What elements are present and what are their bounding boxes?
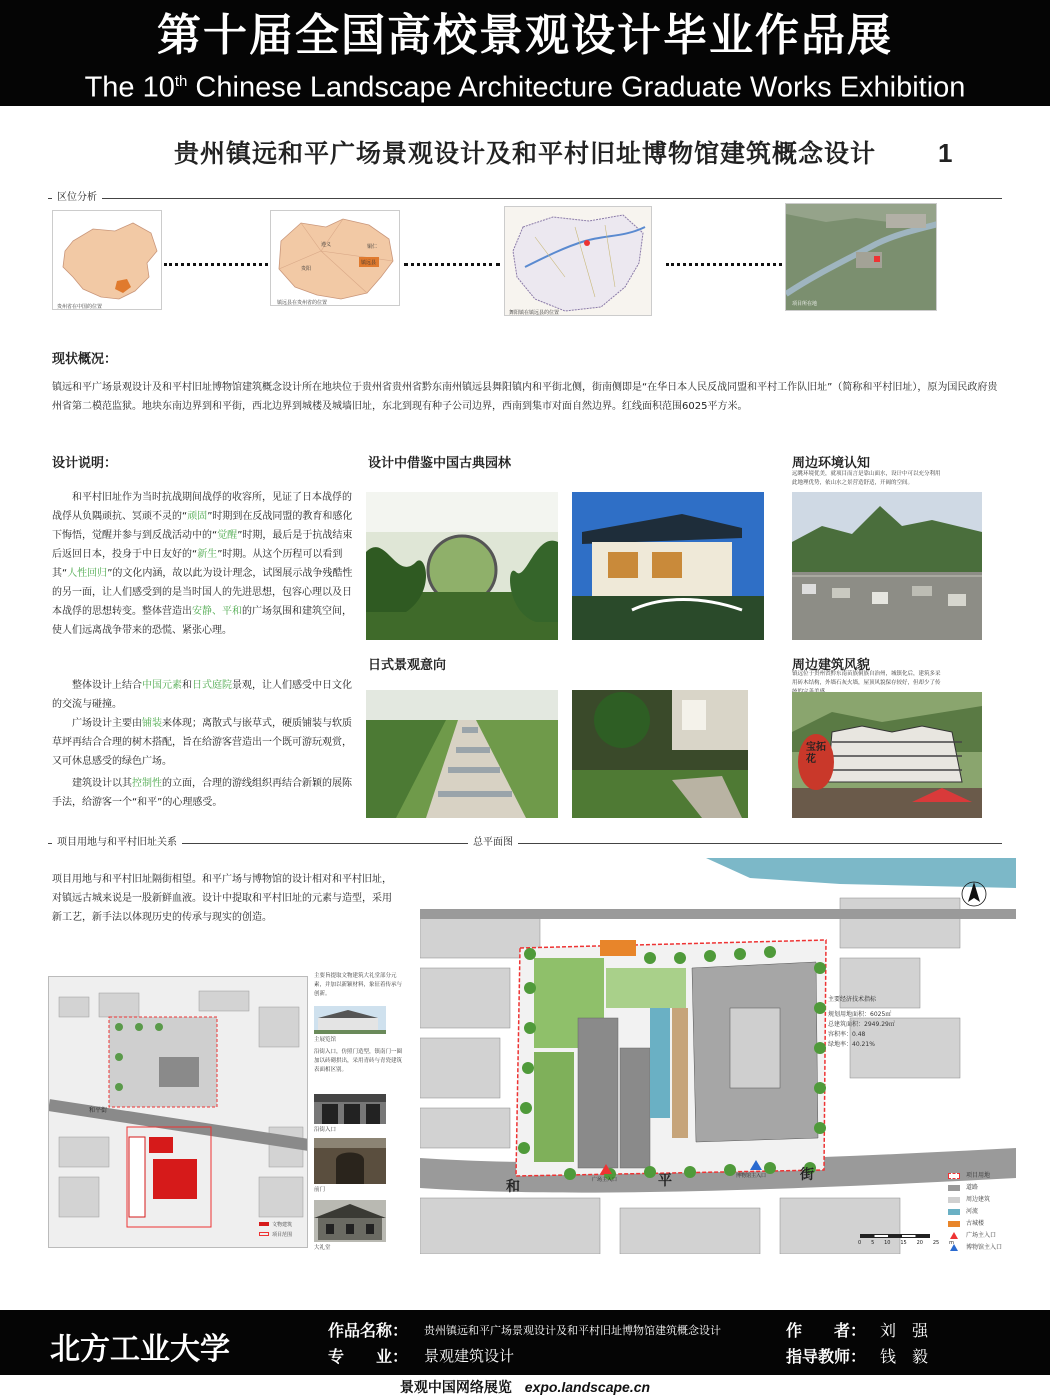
status-text: 镇远和平广场景观设计及和平村旧址博物馆建筑概念设计所在地块位于贵州省贵州省黔东南州镇远县舞阳镇内和平街北侧，街南侧即是“在华日本人民反战同盟和平村工作队旧址”（简称和平村旧址），原为国民政府贵州省第二模范监狱。地块东南边界到和平街，西北边界到城楼及城墙旧址，东北到现有种子公司边界，西南到集市对面自然边界。红线面积范围6025平方米。 bbox=[52, 382, 998, 412]
relation-map-shape bbox=[49, 977, 308, 1248]
chinese-garden-heading: 设计中借鉴中国古典园林 bbox=[368, 456, 512, 471]
county-map-shape bbox=[505, 207, 652, 316]
legend-item bbox=[948, 1220, 1018, 1232]
indicator-label: 绿地率： bbox=[828, 1041, 853, 1048]
entrance-image bbox=[314, 1094, 386, 1124]
indicator-row bbox=[828, 1040, 895, 1050]
legend-label: 周边建筑 bbox=[966, 1196, 991, 1203]
guizhou-map-shape bbox=[271, 211, 400, 306]
highlight-text: 顽固 bbox=[187, 511, 208, 522]
scale-tick: 5 bbox=[871, 1240, 875, 1246]
advisor-label: 指导教师： bbox=[786, 1347, 867, 1366]
design-paragraph-4 bbox=[52, 774, 354, 812]
legend-swatch bbox=[948, 1209, 960, 1215]
highlight-text: 安静、平和 bbox=[192, 606, 242, 617]
legend-label: 广场主入口 bbox=[966, 1232, 997, 1239]
highlight-text: 日式庭院 bbox=[192, 680, 232, 691]
relation-site-map bbox=[48, 976, 308, 1248]
city-label: 铜仁 bbox=[367, 244, 378, 250]
relation-text: 项目用地与和平村旧址隔街相望。和平广场与博物馆的设计相对和平村旧址，对镇远古城来说是一股新鲜血液。设计中提取和平村旧址的元素与造型，采用新工艺，新手法以体现历史的传承与现实的创造。 bbox=[52, 874, 392, 923]
street-char: 街 bbox=[800, 1167, 814, 1183]
legend-item bbox=[948, 1196, 1018, 1208]
lantern-text: 宝拓花 bbox=[806, 742, 826, 765]
work-label: 作品名称： bbox=[328, 1321, 409, 1340]
text-run: 景观，让人们感受中日文化的交流与碰撞。 bbox=[52, 680, 352, 710]
street-entrance-photo bbox=[314, 1094, 386, 1124]
expo-url[interactable]: expo.landscape.cn bbox=[524, 1379, 651, 1395]
legend-item bbox=[948, 1184, 1018, 1196]
legend-triangle-icon bbox=[950, 1232, 958, 1239]
title-en-sup: th bbox=[174, 73, 188, 90]
indicator-row bbox=[828, 1020, 895, 1030]
entrance-square-label: 广场主入口 bbox=[592, 1177, 618, 1183]
legend-label: 道路 bbox=[966, 1184, 979, 1191]
text-run: 建筑设计以其 bbox=[72, 778, 132, 789]
city-label: 镇远县 bbox=[361, 260, 377, 266]
exhibition-header bbox=[0, 0, 1050, 106]
city-label: 遵义 bbox=[321, 242, 332, 248]
indicator-row bbox=[828, 1030, 895, 1040]
highlight-text: 觉醒 bbox=[217, 530, 238, 541]
indicator-label: 容积率： bbox=[828, 1031, 853, 1038]
text-run: 和 bbox=[182, 680, 192, 691]
master-plan-legend bbox=[948, 1172, 1018, 1256]
text-run: ”时期，最后是于抗战结束后返回日本，投身于中日友好的“ bbox=[52, 530, 353, 560]
school-name: 北方工业大学 bbox=[50, 1332, 230, 1367]
legend-scope-label: 项目范围 bbox=[272, 1232, 293, 1238]
architecture-photo bbox=[792, 692, 982, 818]
highlight-text: 人性回归 bbox=[67, 568, 108, 579]
indicators-title: 主要经济技术指标 bbox=[828, 996, 877, 1003]
indicator-label: 规划用地面积： bbox=[828, 1011, 871, 1018]
legend-label: 博物馆主入口 bbox=[966, 1244, 1003, 1251]
guizhou-map bbox=[270, 210, 400, 306]
city-label: 贵阳 bbox=[301, 266, 312, 272]
auditorium-photo bbox=[314, 1200, 386, 1242]
scale-tick: 25 bbox=[932, 1240, 940, 1246]
exhibition-hall-photo bbox=[314, 1006, 386, 1034]
auditorium-image bbox=[314, 1200, 386, 1242]
pavilion-image bbox=[572, 492, 764, 640]
town-landscape-image bbox=[792, 492, 982, 640]
entrance-museum-label: 博物馆主入口 bbox=[736, 1173, 767, 1179]
japanese-garden-photo bbox=[572, 690, 748, 818]
master-plan bbox=[420, 858, 1016, 1254]
legend-swatch bbox=[948, 1173, 960, 1179]
major-value: 景观建筑设计 bbox=[424, 1347, 515, 1365]
china-map-shape bbox=[53, 211, 162, 310]
advisor-value: 钱 毅 bbox=[880, 1347, 929, 1366]
section-label-relation: 项目用地与和平村旧址关系 bbox=[52, 837, 182, 849]
street-char: 和 bbox=[506, 1179, 520, 1195]
scale-tick: 20 bbox=[916, 1240, 923, 1246]
relation-label-1: 主展览馆 bbox=[314, 1037, 337, 1043]
section-rule bbox=[48, 198, 1002, 199]
page-number: 1 bbox=[938, 138, 953, 168]
map-caption: 项目所在地 bbox=[792, 301, 818, 307]
indicator-value: 0.48 bbox=[852, 1031, 866, 1038]
text-run: 的立面，合理的游线组织再结合新颖的展陈手法，给游客一个“和平”的心理感受。 bbox=[52, 778, 352, 808]
scale-ticks bbox=[858, 1240, 954, 1246]
author-label: 作 者： bbox=[786, 1321, 867, 1340]
front-gate-photo bbox=[314, 1138, 386, 1184]
author-value: 刘 强 bbox=[880, 1321, 929, 1340]
scale-tick: 0 bbox=[858, 1240, 862, 1246]
work-name: 贵州镇远和平广场景观设计及和平村旧址博物馆建筑概念设计 bbox=[424, 1324, 721, 1337]
street-label: 和平街 bbox=[89, 1107, 108, 1114]
section-rule bbox=[48, 843, 1002, 844]
highlight-text: 新生 bbox=[197, 549, 218, 560]
footer bbox=[0, 1310, 1050, 1375]
design-heading: 设计说明： bbox=[52, 456, 118, 471]
scale-tick: 10 bbox=[884, 1240, 891, 1246]
relation-label-2: 沿街入口 bbox=[314, 1127, 337, 1133]
legend-item bbox=[948, 1244, 1018, 1256]
title-en-part: Chinese Landscape Architecture Graduate Works Exhibition bbox=[187, 71, 966, 104]
map-connector bbox=[666, 263, 782, 266]
county-map bbox=[504, 206, 652, 316]
map-caption: 贵州省在中国的位置 bbox=[57, 304, 103, 310]
highlight-text: 中国元素 bbox=[142, 680, 182, 691]
indicator-label: 总建筑面积： bbox=[828, 1021, 865, 1028]
architecture-heading: 周边建筑风貌 bbox=[792, 658, 871, 673]
section-label-location: 区位分析 bbox=[52, 192, 102, 204]
legend-heritage bbox=[259, 1221, 292, 1228]
indicator-value: 6025㎡ bbox=[870, 1011, 892, 1018]
legend-label: 项目用地 bbox=[966, 1172, 991, 1179]
text-run: 整体设计上结合 bbox=[72, 680, 142, 691]
scale-unit: m bbox=[949, 1240, 954, 1246]
highlight-text: 铺装 bbox=[142, 718, 162, 729]
text-run: 和平村旧址作为当时抗战期间战俘的收容所，见证了日本战俘的战俘从负隅顽抗、冥顽不灵的“ bbox=[52, 492, 352, 522]
stone-path-image bbox=[366, 690, 558, 818]
pavilion-photo bbox=[572, 492, 764, 640]
expo-banner bbox=[0, 1375, 1050, 1400]
hall-render-image bbox=[314, 1006, 386, 1034]
street-char: 平 bbox=[658, 1173, 672, 1189]
text-run: 广场设计主要由 bbox=[72, 718, 142, 729]
text-run: ”的文化内涵，故以此为设计理念，试图展示战争残酷性的另一面，让人们感受到的是当时国人的先进思想，包容心理以及日本战俘的思想转变。整体营造出 bbox=[52, 568, 353, 617]
legend-item bbox=[948, 1172, 1018, 1184]
title-en-part: The 10 bbox=[84, 71, 175, 104]
chinese-garden-photo bbox=[366, 492, 558, 640]
legend-swatch bbox=[948, 1185, 960, 1191]
relation-label-3: 前门 bbox=[314, 1187, 326, 1193]
exhibition-title-cn: 第十届全国高校景观设计毕业作品展 bbox=[157, 10, 893, 61]
environment-heading: 周边环境认知 bbox=[792, 456, 871, 471]
map-caption: 镇远县在贵州省的位置 bbox=[277, 300, 328, 306]
relation-label-4: 大礼堂 bbox=[314, 1245, 331, 1251]
japanese-heading: 日式景观意向 bbox=[368, 658, 447, 673]
text-run: 来体现；离散式与嵌草式，硬质铺装与软质草坪再结合合理的树木搭配，旨在给游客营造出一个既可游玩观赏，又可休息感受的绿色广场。 bbox=[52, 718, 352, 767]
environment-photo bbox=[792, 492, 982, 640]
highlight-text: 控制性 bbox=[132, 778, 162, 789]
legend-item bbox=[948, 1208, 1018, 1220]
map-caption: 舞阳镇在镇远县的位置 bbox=[509, 310, 560, 316]
legend-heritage-label: 文物建筑 bbox=[272, 1222, 293, 1228]
text-run: 的广场氛围和建筑空间，使人们远离战争带来的恐慌、紧张心理。 bbox=[52, 606, 352, 636]
map-connector bbox=[404, 263, 500, 266]
relation-note-1: 主要旨提取文物建筑大礼堂部分元素，并加以新颖材料，象征着传承与创新。 bbox=[314, 973, 403, 997]
zen-garden-image bbox=[572, 690, 748, 818]
section-label-master-plan: 总平面图 bbox=[468, 837, 518, 849]
satellite-shape bbox=[786, 204, 937, 311]
environment-text: 远眺环境优美，就项目而言是靠山面水，设计中可以充分利用此地理优势，依山水之景营造舒适，开阔的空间。 bbox=[792, 471, 941, 486]
china-map bbox=[52, 210, 162, 310]
indicators-list bbox=[828, 1010, 895, 1050]
scale-tick: 15 bbox=[900, 1240, 907, 1246]
indicator-value: 40.21% bbox=[852, 1041, 875, 1048]
architecture-text: 镇远位于贵州省黔东南苗族侗族自治州，城镇化后，建筑多采用砖木结构，外墙石灰火墙，屋顶风貌保存较好，但却少了传 bbox=[792, 671, 941, 686]
design-paragraph-3 bbox=[52, 714, 354, 771]
scale-bar bbox=[860, 1234, 930, 1238]
site-satellite-map bbox=[785, 203, 937, 311]
legend-triangle-icon bbox=[950, 1244, 958, 1251]
indicator-value: 2949.29㎡ bbox=[864, 1021, 895, 1028]
legend-swatch bbox=[948, 1197, 960, 1203]
design-paragraph-1 bbox=[52, 488, 354, 640]
text-run: ”时期到在反战同盟的教育和感化下悔悟，觉醒并参与到反战活动中的“ bbox=[52, 511, 353, 541]
exhibition-title-en bbox=[0, 64, 1050, 106]
map-connector bbox=[164, 263, 268, 266]
expo-name: 景观中国网络展览 bbox=[399, 1380, 512, 1396]
legend-swatch bbox=[948, 1221, 960, 1227]
text-run: ”时期。从这个历程可以看到其“ bbox=[52, 549, 343, 579]
legend-label: 古城楼 bbox=[966, 1220, 985, 1227]
legend-scope bbox=[259, 1231, 292, 1238]
legend-item bbox=[948, 1232, 1018, 1244]
gate-image bbox=[314, 1138, 386, 1184]
moon-gate-image bbox=[366, 492, 558, 640]
relation-note-2: 沿街入口，仿照门造型，镇南门一圈加以砖砌拱出，采用青砖与青瓷建筑表面相区别。 bbox=[314, 1049, 403, 1073]
legend-label: 河流 bbox=[966, 1208, 979, 1215]
project-title: 贵州镇远和平广场景观设计及和平村旧址博物馆建筑概念设计 bbox=[173, 139, 876, 168]
major-label: 专 业： bbox=[328, 1347, 409, 1366]
design-paragraph-2 bbox=[52, 676, 354, 714]
japanese-path-photo bbox=[366, 690, 558, 818]
status-heading: 现状概况： bbox=[52, 352, 118, 367]
indicator-row bbox=[828, 1010, 895, 1020]
